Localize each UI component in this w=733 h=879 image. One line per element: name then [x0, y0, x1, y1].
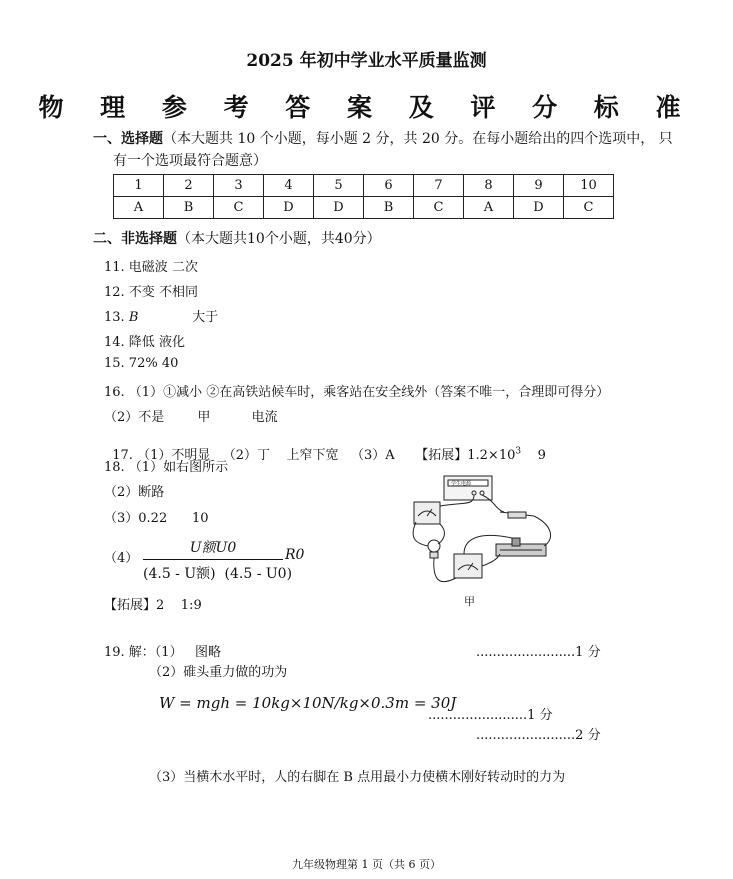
answer-q18-part2: （2）断路: [104, 485, 165, 500]
q17-end: 9: [521, 448, 546, 463]
table-row-numbers: [114, 175, 614, 197]
fraction-numerator: U额U0: [189, 540, 237, 556]
table-cell: 7: [414, 175, 464, 197]
section1-heading: 一、选择题: [93, 131, 163, 147]
table-cell: D: [314, 197, 364, 219]
table-row-answers: [114, 197, 614, 219]
q18-part4-label: （4）: [104, 551, 139, 566]
section1-desc: [93, 128, 673, 148]
answer-q18-extension: 【拓展】2 1:9: [104, 598, 202, 613]
answer-q13: [104, 306, 218, 325]
page-footer: 九年级物理第 1 页（共 6 页）: [292, 858, 441, 871]
table-cell: 6: [364, 175, 414, 197]
q18-fraction: [143, 537, 293, 582]
section1-desc-line2: 有一个选项最符合题意）: [113, 153, 267, 169]
table-cell: D: [264, 197, 314, 219]
answer-q19-head: 19. 解：（1） 图略: [104, 645, 221, 660]
table-cell: 5: [314, 175, 364, 197]
section2-desc: （本大题共10个小题，共40分）: [177, 231, 381, 247]
table-cell: 4: [264, 175, 314, 197]
power-supply-label: 学生电源: [451, 481, 472, 487]
answer-q16-part1: 16. （1）①减小 ②在高铁站候车时，乘客站在安全线外（答案不唯一，合理即可得分）: [104, 385, 610, 400]
answer-q19-line2: （2）碓头重力做的功为: [149, 665, 288, 680]
score-q19-3: ........................2 分: [476, 728, 601, 743]
table-cell: A: [464, 197, 514, 219]
answer-q14: 14. 降低 液化: [104, 335, 185, 350]
fraction-bar: [143, 559, 283, 560]
figure-caption: 甲: [464, 595, 475, 608]
score-q19-2: ........................1 分: [428, 708, 553, 723]
table-cell: C: [564, 197, 614, 219]
answer-table: [113, 174, 614, 219]
table-cell: 3: [214, 175, 264, 197]
table-cell: 1: [114, 175, 164, 197]
table-cell: 10: [564, 175, 614, 197]
q18-r0: R0: [285, 547, 305, 563]
q17-main: 17. （1）不明显 （2）丁 上窄下宽 （3）A 【拓展】1.2×10: [112, 448, 516, 463]
answer-q16-part2: （2）不是 甲 电流: [104, 410, 278, 425]
table-cell: 8: [464, 175, 514, 197]
section2-header: [93, 228, 381, 248]
answer-key-title: 物 理 参 考 答 案 及 评 分 标 准: [38, 93, 695, 122]
table-cell: B: [164, 197, 214, 219]
section2-heading: 二、非选择题: [93, 231, 177, 247]
table-cell: 9: [514, 175, 564, 197]
answer-q18-part3: （3）0.22 10: [104, 511, 209, 526]
score-q19-1: ........................1 分: [476, 645, 601, 660]
fraction-denominator: (4.5 - U额) (4.5 - U0): [143, 566, 293, 582]
table-cell: B: [364, 197, 414, 219]
q13-rest: 大于: [138, 310, 219, 325]
section1-desc-line1: （本大题共 10 个小题，每小题 2 分，共 20 分。在每小题给出的四个选项中， 只: [163, 131, 673, 147]
exam-title: 2025 年初中学业水平质量监测: [246, 51, 487, 71]
q13-answer-b: B: [128, 310, 139, 325]
answer-q19-line3: （3）当横木水平时，人的右脚在 B 点用最小力使横木刚好转动时的力为: [149, 770, 566, 785]
circuit-figure: [404, 466, 558, 606]
answer-q15: 15. 72% 40: [104, 356, 179, 371]
q13-number: 13.: [104, 310, 129, 325]
answer-q12: 12. 不变 不相同: [104, 285, 198, 300]
table-cell: C: [414, 197, 464, 219]
q19-formula: W = mgh = 10kg×10N/kg×0.3m = 30J: [159, 694, 457, 712]
q17-exponent: 3: [515, 446, 522, 457]
answer-q11: 11. 电磁波 二次: [104, 260, 198, 275]
answer-q18-part1: 18. （1）如右图所示: [104, 460, 229, 475]
table-cell: A: [114, 197, 164, 219]
table-cell: 2: [164, 175, 214, 197]
table-cell: C: [214, 197, 264, 219]
table-cell: D: [514, 197, 564, 219]
